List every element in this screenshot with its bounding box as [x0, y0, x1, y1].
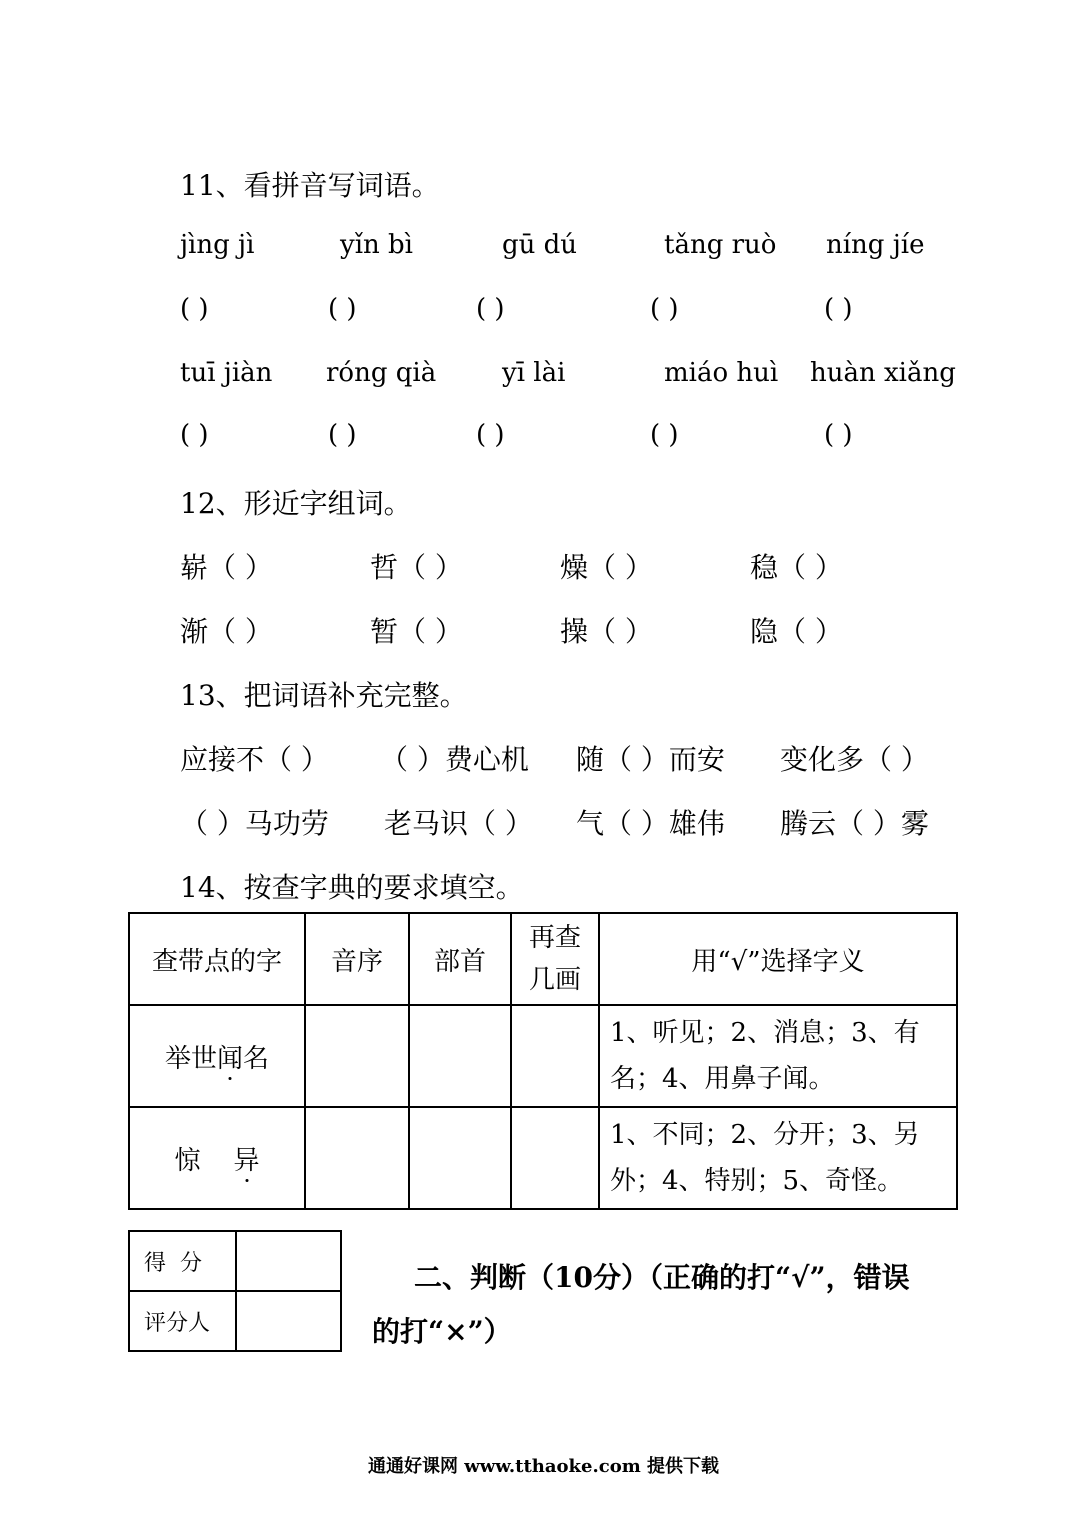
- dotted-char: 闻: [216, 1043, 243, 1074]
- table-row: [129, 1005, 957, 1107]
- dictionary-table: [128, 912, 958, 1210]
- meaning-line: 1、听见；2、消息；3、有: [610, 1018, 920, 1048]
- pinyin-item: miáo huì: [664, 358, 779, 388]
- header-cell: 部首: [409, 913, 511, 1005]
- word-group-item[interactable]: 稳（ ）: [750, 551, 843, 584]
- meaning-line: 名；4、用鼻子闻。: [610, 1064, 835, 1094]
- word-group-item[interactable]: 崭（ ）: [180, 551, 273, 584]
- table-row: [129, 1107, 957, 1209]
- meaning-cell[interactable]: [599, 1107, 957, 1209]
- word-group-item[interactable]: 渐（ ）: [180, 615, 273, 648]
- word-group-item[interactable]: 燥（ ）: [560, 551, 653, 584]
- word-group-item[interactable]: 暂（ ）: [370, 615, 463, 648]
- q12-title: 12、形近字组词。: [180, 487, 412, 520]
- meaning-line: 外；4、特别；5、奇怪。: [610, 1166, 904, 1196]
- q13-title: 13、把词语补充完整。: [180, 679, 468, 712]
- pinyin-item: róng qià: [326, 358, 437, 388]
- answer-blank[interactable]: ( ): [650, 420, 679, 450]
- header-cell: 查带点的字: [129, 913, 305, 1005]
- answer-cell[interactable]: [305, 1107, 409, 1209]
- word-group-item[interactable]: 操（ ）: [560, 615, 653, 648]
- idiom-item[interactable]: 应接不（ ）: [180, 743, 329, 776]
- header-cell: 用“√”选择字义: [599, 913, 957, 1005]
- score-field[interactable]: [236, 1231, 341, 1291]
- answer-blank[interactable]: ( ): [328, 294, 357, 324]
- answer-blank[interactable]: ( ): [476, 420, 505, 450]
- idiom-item[interactable]: 老马识（ ）: [384, 807, 533, 840]
- word-group-item[interactable]: 隐（ ）: [750, 615, 843, 648]
- idiom-item[interactable]: 随（ ）而安: [576, 743, 725, 776]
- pinyin-item: jìng jì: [180, 230, 255, 260]
- answer-cell[interactable]: [409, 1107, 511, 1209]
- pinyin-item: níng jíe: [826, 230, 925, 260]
- grader-label: 评分人: [129, 1291, 236, 1351]
- word-suffix: 名: [243, 1043, 270, 1074]
- page-footer: 通通好课网 www.tthaoke.com 提供下载: [367, 1456, 720, 1477]
- word-cell: [129, 1107, 305, 1209]
- table-header-row: [129, 913, 957, 1005]
- word-prefix: 惊: [174, 1145, 234, 1176]
- header-line: 几画: [528, 965, 581, 995]
- answer-blank[interactable]: ( ): [328, 420, 357, 450]
- idiom-item[interactable]: （ ）费心机: [380, 743, 529, 776]
- grader-field[interactable]: [236, 1291, 341, 1351]
- section2-heading-cont: 的打“×”）: [372, 1315, 512, 1348]
- dotted-char: 异: [233, 1145, 260, 1176]
- answer-blank[interactable]: ( ): [824, 294, 853, 324]
- idiom-item[interactable]: （ ）马功劳: [180, 807, 329, 840]
- section2-heading: 二、判断（10分）（正确的打“√”，错误: [414, 1261, 910, 1294]
- meaning-cell[interactable]: [599, 1005, 957, 1107]
- word-prefix: 举世: [164, 1043, 217, 1074]
- idiom-item[interactable]: 气（ ）雄伟: [576, 807, 725, 840]
- answer-cell[interactable]: [511, 1107, 599, 1209]
- pinyin-item: tǎng ruò: [664, 230, 777, 260]
- header-cell: 音序: [305, 913, 409, 1005]
- q14-title: 14、按查字典的要求填空。: [180, 871, 524, 904]
- answer-blank[interactable]: ( ): [180, 420, 209, 450]
- pinyin-item: gū dú: [502, 230, 578, 260]
- word-cell: [129, 1005, 305, 1107]
- header-cell: [511, 913, 599, 1005]
- answer-cell[interactable]: [305, 1005, 409, 1107]
- idiom-item[interactable]: 腾云（ ）雾: [780, 807, 929, 840]
- meaning-line: 1、不同；2、分开；3、另: [610, 1120, 920, 1150]
- idiom-item[interactable]: 变化多（ ）: [780, 743, 929, 776]
- score-box: [128, 1230, 342, 1352]
- q11-title: 11、看拼音写词语。: [180, 169, 440, 202]
- answer-blank[interactable]: ( ): [824, 420, 853, 450]
- answer-blank[interactable]: ( ): [180, 294, 209, 324]
- header-line: 再查: [528, 923, 581, 953]
- pinyin-item: huàn xiǎng: [810, 358, 956, 388]
- word-group-item[interactable]: 哲（ ）: [370, 551, 463, 584]
- pinyin-item: tuī jiàn: [180, 358, 273, 388]
- pinyin-item: yǐn bì: [340, 230, 413, 260]
- score-label: 得 分: [129, 1231, 236, 1291]
- answer-cell[interactable]: [511, 1005, 599, 1107]
- answer-cell[interactable]: [409, 1005, 511, 1107]
- pinyin-item: yī lài: [502, 358, 566, 388]
- answer-blank[interactable]: ( ): [476, 294, 505, 324]
- answer-blank[interactable]: ( ): [650, 294, 679, 324]
